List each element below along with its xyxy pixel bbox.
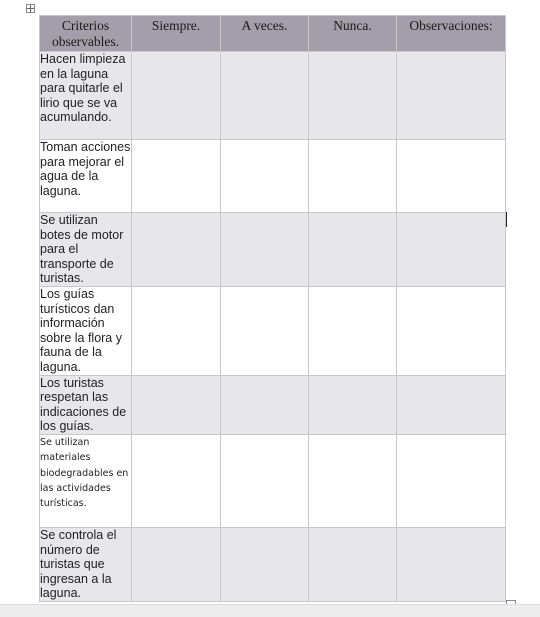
a-veces-cell[interactable] [221,375,309,434]
table-row [40,434,506,527]
a-veces-cell[interactable] [221,52,309,140]
header-observaciones[interactable]: Observaciones: [397,16,506,52]
siempre-cell[interactable] [132,140,221,213]
observaciones-cell[interactable] [397,140,506,213]
a-veces-cell[interactable] [221,287,309,376]
observaciones-cell[interactable] [397,375,506,434]
table-row [40,375,506,434]
table-row [40,140,506,213]
criterio-cell[interactable]: Hacen limpieza en la laguna para quitarle el lirio que se va acumulando. [40,52,132,140]
criterio-cell[interactable]: Se utilizan botes de motor para el transporte de turistas. [40,213,132,287]
table-move-handle-icon[interactable] [26,4,35,13]
header-siempre[interactable]: Siempre. [132,16,221,52]
header-nunca[interactable]: Nunca. [309,16,397,52]
table-header-row [40,16,506,52]
criterio-cell[interactable]: Los turistas respetan las indicaciones de los guías. [40,375,132,434]
criterio-cell[interactable]: Se controla el número de turistas que ingresan a la laguna. [40,527,132,601]
nunca-cell[interactable] [309,375,397,434]
a-veces-cell[interactable] [221,213,309,287]
header-criterios[interactable]: Criterios observables. [40,16,132,52]
a-veces-cell[interactable] [221,527,309,601]
status-bar [0,604,540,617]
siempre-cell[interactable] [132,213,221,287]
criterio-cell[interactable]: Los guías turísticos dan información sobre la flora y fauna de la laguna. [40,287,132,376]
nunca-cell[interactable] [309,434,397,527]
text-cursor [506,212,507,227]
table-row [40,527,506,601]
nunca-cell[interactable] [309,52,397,140]
observaciones-cell[interactable] [397,434,506,527]
nunca-cell[interactable] [309,287,397,376]
table-row [40,287,506,376]
move-arrows-icon [27,5,34,12]
nunca-cell[interactable] [309,213,397,287]
table-row [40,52,506,140]
table-row [40,213,506,287]
observaciones-cell[interactable] [397,213,506,287]
a-veces-cell[interactable] [221,140,309,213]
siempre-cell[interactable] [132,375,221,434]
siempre-cell[interactable] [132,434,221,527]
nunca-cell[interactable] [309,527,397,601]
siempre-cell[interactable] [132,52,221,140]
siempre-cell[interactable] [132,287,221,376]
header-a-veces[interactable]: A veces. [221,16,309,52]
siempre-cell[interactable] [132,527,221,601]
a-veces-cell[interactable] [221,434,309,527]
criterio-cell[interactable]: Se utilizan materiales biodegradables en las actividades turísticas. [40,434,132,527]
criterio-cell[interactable]: Toman acciones para mejorar el agua de la laguna. [40,140,132,213]
nunca-cell[interactable] [309,140,397,213]
observaciones-cell[interactable] [397,287,506,376]
rubric-table [39,15,506,602]
observaciones-cell[interactable] [397,52,506,140]
observaciones-cell[interactable] [397,527,506,601]
